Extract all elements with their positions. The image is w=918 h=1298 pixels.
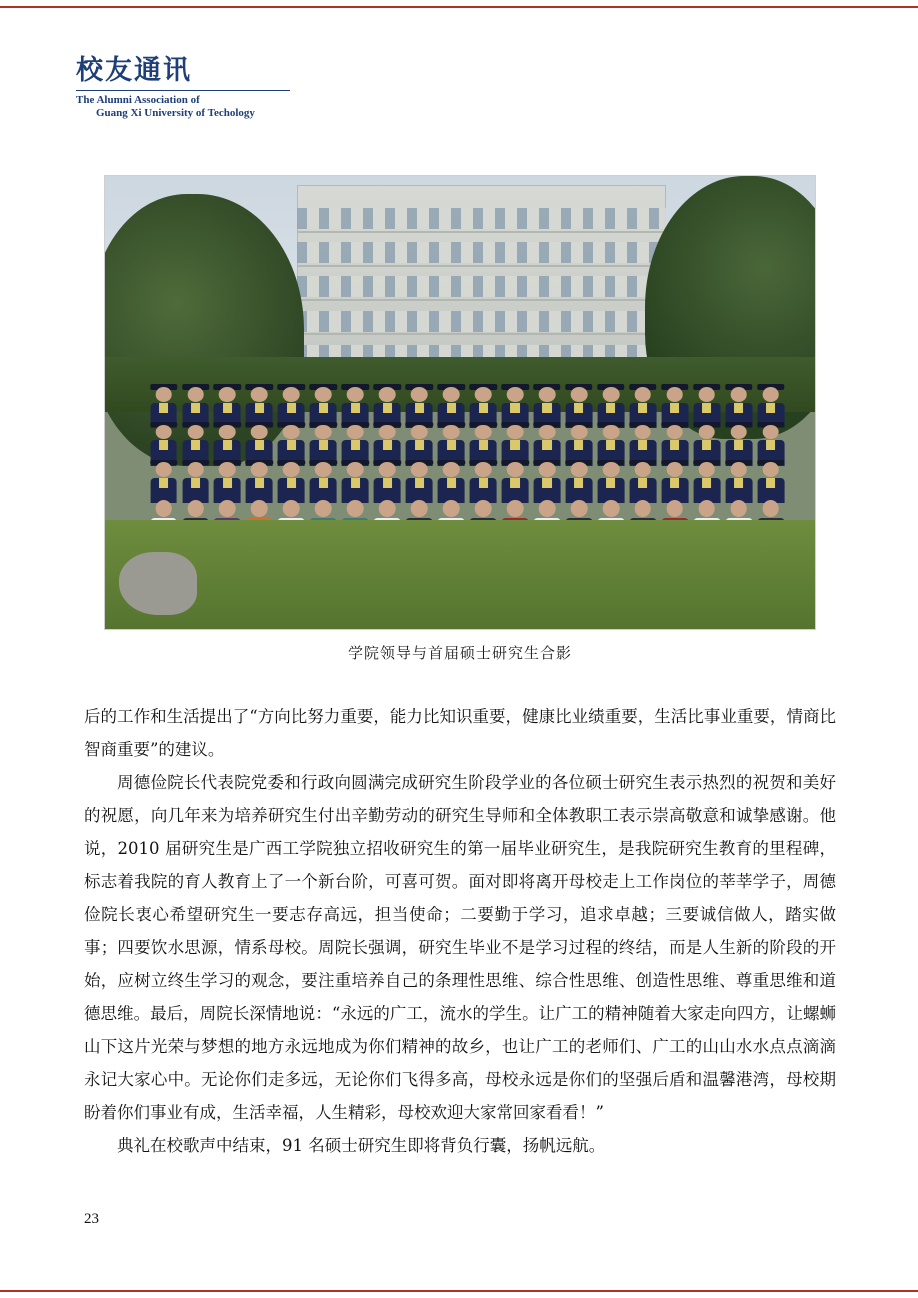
figure [104, 175, 816, 663]
article-body [84, 700, 836, 1162]
top-rule [0, 6, 918, 8]
paragraph-1: 后的工作和生活提出了“方向比努力重要，能力比知识重要，健康比业绩重要，生活比事业重要，情商比智商重要”的建议。 [84, 707, 836, 759]
figure-caption: 学院领导与首届硕士研究生合影 [347, 644, 572, 662]
photo-lawn [105, 520, 815, 629]
masthead [76, 56, 396, 121]
photo-building [297, 185, 666, 375]
masthead-title-cn: 校友通讯 [76, 55, 192, 86]
masthead-title-en-line1: The Alumni Association of [76, 93, 200, 106]
masthead-divider [76, 90, 290, 91]
masthead-title-en-line2: Guang Xi University of Techology [96, 107, 255, 120]
paragraph-2: 周德俭院长代表院党委和行政向圆满完成研究生阶段学业的各位硕士研究生表示热烈的祝贺和美好的祝愿，向几年来为培养研究生付出辛勤劳动的研究生导师和全体教职工表示崇高敬意和诚挚感谢。他说，2010 届研究生是广西工学院独立招收研究生的第一届毕业研究生，是我院研究生教育的里程碑，标志着我院的育人教育上了一个新台阶，可喜可贺。面对即将离开母校走上工作岗位的莘莘学子，周德俭院长衷心希望研究生一要志存高远，担当使命；二要勤于学习，追求卓越；三要诚信做人，踏实做事；四要饮水思源，情系母校。周院长强调，研究生毕业不是学习过程的终结，而是人生新的阶段的开始，应树立终生学习的观念，要注重培养自己的条理性思维、综合性思维、创造性思维、尊重思维和道德思维。最后，周院长深情地说：“永远的广工，流水的学生。让广工的精神随着大家走向四方，让螺蛳山下这片光荣与梦想的地方永远地成为你们精神的故乡，也让广工的老师们、广工的山山水水点点滴滴永记大家心中。无论你们走多远，无论你们飞得多高，母校永远是你们的坚强后盾和温馨港湾，母校期盼着你们事业有成，生活幸福，人生精彩，母校欢迎大家常回家看看！” [84, 773, 836, 1122]
page-number: 23 [84, 1211, 99, 1227]
photo-crowd [148, 384, 787, 529]
paragraph-3: 典礼在校歌声中结束，91 名硕士研究生即将背负行囊，扬帆远航。 [117, 1136, 606, 1155]
group-photo-image [104, 175, 816, 630]
bottom-rule [0, 1290, 918, 1292]
photo-rock [119, 552, 197, 615]
